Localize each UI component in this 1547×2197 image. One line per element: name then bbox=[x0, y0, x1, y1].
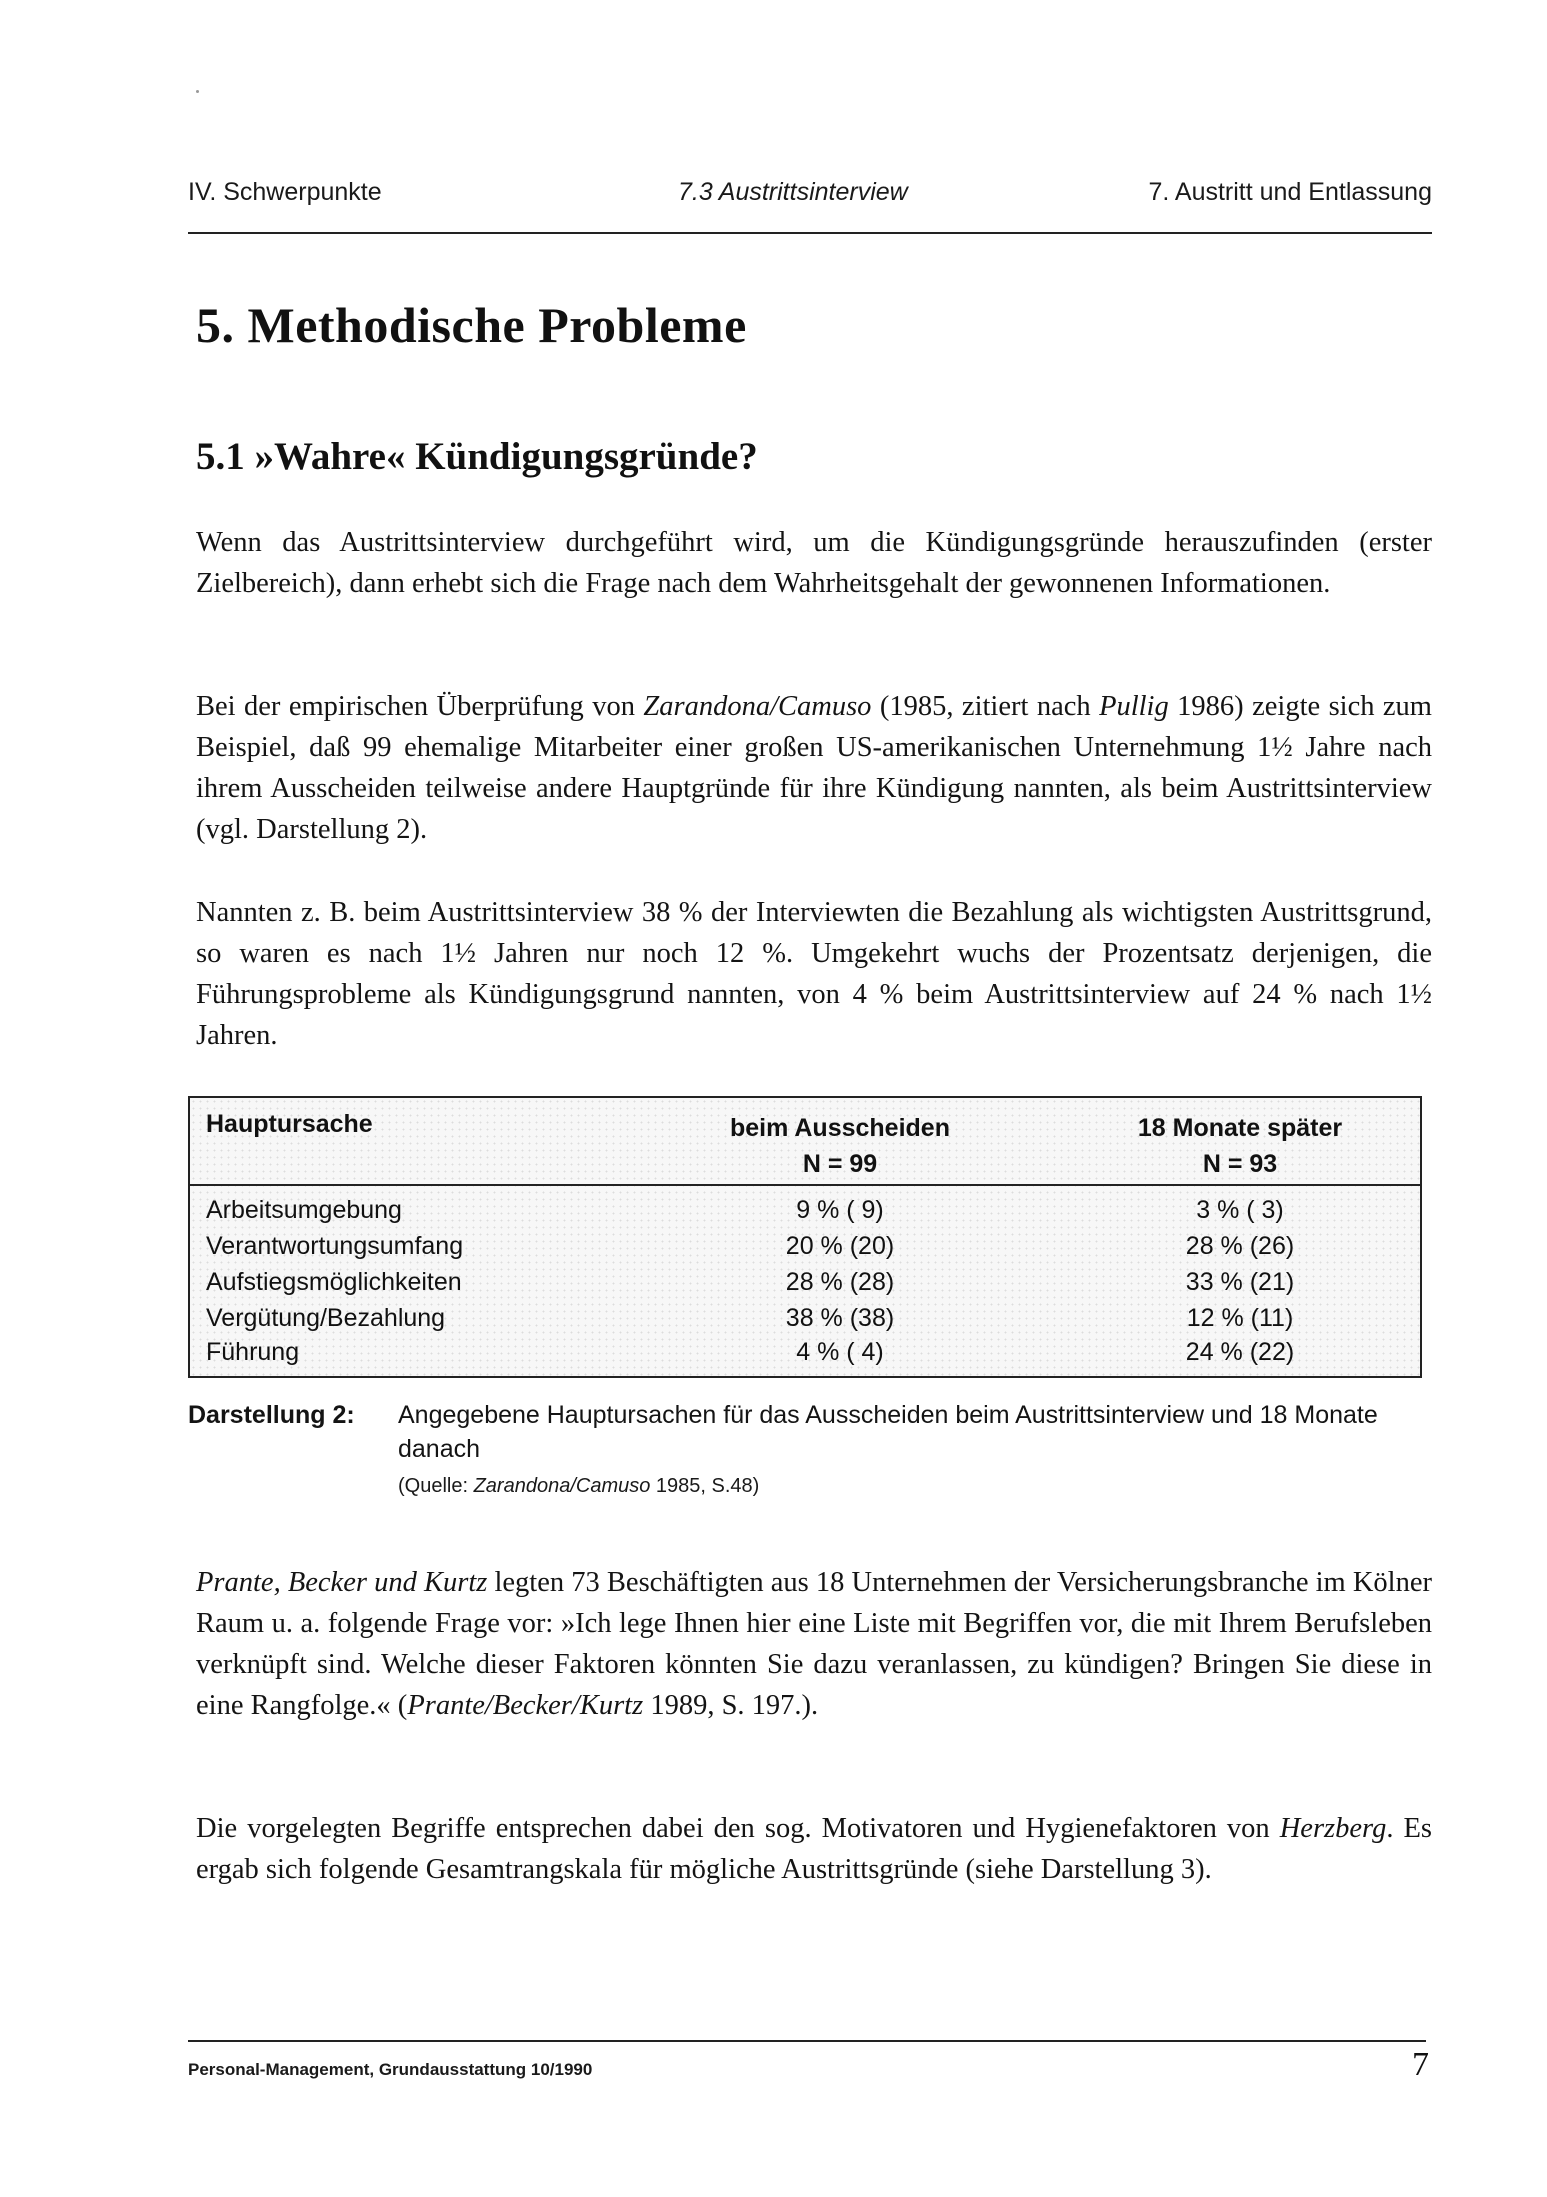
table-header-cause: Hauptursache bbox=[206, 1110, 373, 1138]
paragraph-study-text-a: Bei der empirischen Überprüfung von bbox=[196, 691, 644, 722]
author-reference: Prante/Becker/Kurtz bbox=[407, 1690, 644, 1721]
footer-publication: Personal-Management, Grundausstattung 10/1990 bbox=[188, 2060, 593, 2079]
author-reference: Pullig bbox=[1099, 691, 1169, 722]
section-title: 5. Methodische Probleme bbox=[196, 297, 747, 353]
table-header-18-months-n: N = 93 bbox=[1202, 1150, 1278, 1178]
table-cell-18-months: 12 % (11) bbox=[1186, 1304, 1294, 1332]
table-cell-at-exit: 4 % ( 4) bbox=[796, 1338, 884, 1366]
paragraph-results: Nannten z. B. beim Austrittsinterview 38 % der Interviewten die Bezahlung als wichtigsten Austrittsgrund, so waren es nach 1½ Jahren nur noch 12 %. Umgekehrt wuchs der Prozentsatz derjenigen, die Führungsprobleme als Kündigungsgrund nannten, von 4 % beim Austrittsinterview auf 24 % nach 1½ Jahren. bbox=[196, 897, 1432, 1051]
table-cell-cause: Führung bbox=[206, 1338, 300, 1366]
caption-label: Darstellung 2: bbox=[188, 1401, 355, 1429]
paragraph-herzberg-text-b: . Es ergab sich folgende Gesamtrangskala für mögliche Austrittsgründe (siehe Darstellung 3). bbox=[196, 1813, 1433, 1885]
scan-speck bbox=[196, 90, 199, 93]
table-cell-18-months: 28 % (26) bbox=[1185, 1232, 1295, 1260]
paragraph-study-text-b: (1985, zitiert nach bbox=[871, 691, 1100, 722]
paragraph-prante-text-b: legten 73 Beschäftigten aus 18 Unternehmen der Versicherungsbranche im Kölner Raum u. a. folgende Frage vor: »Ich lege Ihnen hier eine Liste mit Begriffen vor, die mit Ihrem Berufsleben verknüpft sind. Welche dieser Faktoren könnten Sie dazu veranlassen, zu kündigen? Bringen Sie diese in eine Rangfolge.« ( bbox=[196, 1567, 1432, 1721]
table-cell-cause: Arbeitsumgebung bbox=[206, 1196, 402, 1224]
table-cell-at-exit: 9 % ( 9) bbox=[796, 1196, 884, 1224]
table-cell-cause: Vergütung/Bezahlung bbox=[206, 1304, 446, 1332]
table-cell-cause: Aufstiegsmöglichkeiten bbox=[206, 1268, 462, 1296]
table-header-at-exit-n: N = 99 bbox=[802, 1150, 878, 1178]
author-reference: Prante, Becker und Kurtz bbox=[196, 1567, 488, 1598]
caption-source bbox=[398, 1475, 759, 1498]
table-cell-18-months: 24 % (22) bbox=[1185, 1338, 1295, 1366]
paragraph-prante-study bbox=[196, 1562, 1432, 1726]
table-cell-at-exit: 20 % (20) bbox=[785, 1232, 895, 1260]
source-prefix: (Quelle: bbox=[398, 1475, 474, 1497]
header-topic: 7. Austritt und Entlassung bbox=[1148, 178, 1432, 206]
source-suffix: 1985, S.48) bbox=[650, 1475, 760, 1497]
author-reference: Herzberg bbox=[1279, 1813, 1387, 1844]
paragraph-study bbox=[196, 686, 1432, 850]
header-rule bbox=[188, 232, 1432, 234]
table-row bbox=[190, 1338, 1420, 1374]
author-reference: Zarandona/Camuso bbox=[643, 691, 872, 722]
header-section: 7.3 Austrittsinterview bbox=[678, 178, 908, 206]
table-row bbox=[190, 1232, 1420, 1268]
table-row bbox=[190, 1196, 1420, 1232]
paragraph-prante-text-d: 1989, S. 197.). bbox=[643, 1690, 819, 1721]
page-number: 7 bbox=[1412, 2046, 1429, 2083]
table-cell-18-months: 3 % ( 3) bbox=[1196, 1196, 1284, 1224]
data-table bbox=[188, 1096, 1422, 1378]
paragraph-study-text-c: 1986) zeigte sich zum Beispiel, daß 99 ehemalige Mitarbeiter einer großen US-amerikanischen Unternehmung 1½ Jahre nach ihrem Ausscheiden teilweise andere Hauptgründe für ihre Kündigung nannten, als beim Austrittsinterview (vgl. Darstellung 2). bbox=[196, 691, 1432, 845]
table-header-18-months-label: 18 Monate später bbox=[1137, 1114, 1343, 1142]
table-header-at-exit-label: beim Ausscheiden bbox=[730, 1114, 950, 1142]
source-authors: Zarandona/Camuso bbox=[473, 1475, 651, 1497]
footer-rule bbox=[188, 2040, 1426, 2042]
subsection-title: 5.1 »Wahre« Kündigungsgründe? bbox=[196, 435, 758, 478]
paragraph-intro: Wenn das Austrittsinterview durchgeführt wird, um die Kündigungsgründe herauszufinden (erster Zielbereich), dann erhebt sich die Frage nach dem Wahrheitsgehalt der gewonnenen Informationen. bbox=[196, 527, 1432, 599]
paragraph-herzberg bbox=[196, 1808, 1432, 1890]
table-row bbox=[190, 1268, 1420, 1304]
table-header-rule bbox=[190, 1184, 1420, 1186]
table-header-at-exit bbox=[690, 1110, 990, 1182]
paragraph-herzberg-text-a: Die vorgelegten Begriffe entsprechen dabei den sog. Motivatoren und Hygienefaktoren von bbox=[196, 1813, 1280, 1844]
table-header-18-months bbox=[1110, 1110, 1370, 1182]
header-chapter: IV. Schwerpunkte bbox=[188, 178, 382, 206]
table-cell-at-exit: 38 % (38) bbox=[785, 1304, 895, 1332]
table-cell-at-exit: 28 % (28) bbox=[785, 1268, 895, 1296]
table-cell-18-months: 33 % (21) bbox=[1185, 1268, 1295, 1296]
table-cell-cause: Verantwortungsumfang bbox=[206, 1232, 464, 1260]
caption-text: Angegebene Hauptursachen für das Ausscheiden beim Austrittsinterview und 18 Monate danach bbox=[398, 1401, 1378, 1463]
table-row bbox=[190, 1304, 1420, 1340]
running-header bbox=[188, 178, 1432, 218]
